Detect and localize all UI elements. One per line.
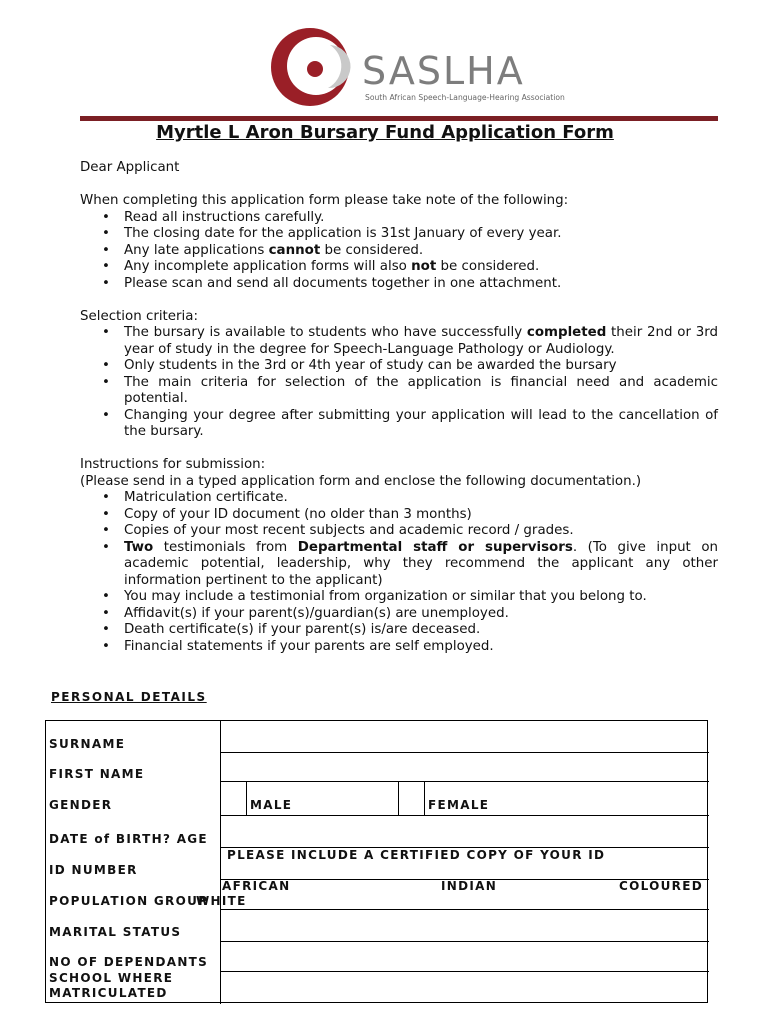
personal-details-heading: PERSONAL DETAILS — [51, 690, 207, 704]
school-label: SCHOOL WHERE MATRICULATED — [49, 971, 174, 1000]
submission-subheading: (Please send in a typed application form and enclose the following documentation.) — [80, 473, 642, 489]
emphasis-text: Two — [124, 539, 154, 555]
male-label: MALE — [250, 798, 293, 812]
gender-label: GENDER — [49, 798, 113, 812]
population-indian[interactable]: INDIAN — [441, 879, 498, 893]
logo-tagline: South African Speech-Language-Hearing Association — [365, 93, 565, 102]
emphasis-text: completed — [526, 325, 607, 340]
list-item: • The bursary is available to students who have successfully completed their 2nd or 3rd year of study in the degree for Speech-Language Pathology or Audiology. — [124, 325, 718, 358]
logo-wordmark: SASLHA — [362, 49, 525, 93]
marital-status-field[interactable] — [221, 910, 709, 941]
male-checkbox[interactable] — [221, 782, 246, 815]
population-white[interactable]: WHITE — [196, 894, 247, 908]
id-number-field[interactable] — [221, 861, 709, 879]
list-item: • Copies of your most recent subjects and academic record / grades. — [124, 523, 718, 540]
population-african[interactable]: AFRICAN — [222, 879, 291, 893]
population-coloured[interactable]: COLOURED — [619, 879, 703, 893]
population-group-label: POPULATION GROUP — [49, 894, 209, 908]
list-item: • Any late applications cannot be considered. — [124, 243, 718, 260]
emphasis-text: cannot — [268, 242, 321, 258]
notes-intro: When completing this application form please take note of the following: — [80, 193, 569, 208]
list-item: • Please scan and send all documents together in one attachment. — [124, 276, 718, 293]
marital-status-label: MARITAL STATUS — [49, 925, 182, 939]
list-item: • Death certificate(s) if your parent(s) is/are deceased. — [124, 622, 718, 639]
list-item: • Financial statements if your parents are self employed. — [124, 639, 718, 656]
female-checkbox[interactable] — [399, 782, 424, 815]
list-item: • Any incomplete application forms will also not be considered. — [124, 259, 718, 276]
header-rule — [80, 116, 718, 121]
personal-details-table — [45, 720, 708, 1003]
list-item: • Read all instructions carefully. — [124, 210, 718, 227]
list-item: • Affidavit(s) if your parent(s)/guardian(s) are unemployed. — [124, 606, 718, 623]
female-label: FEMALE — [428, 798, 490, 812]
surname-label: SURNAME — [49, 737, 126, 751]
submission-heading: Instructions for submission: — [80, 457, 266, 472]
list-item: • The closing date for the application is 31st January of every year. — [124, 226, 718, 243]
criteria-list — [80, 325, 718, 441]
surname-field[interactable] — [221, 721, 709, 752]
dependants-label: NO OF DEPENDANTS — [49, 955, 209, 969]
school-field[interactable] — [221, 972, 709, 1004]
list-item: • Two testimonials from Departmental staff or supervisors. (To give input on academic potential, leadership, why they recommend the applicant any other information pertinent to the applicant) — [124, 540, 718, 590]
saslha-logo — [270, 26, 565, 108]
submission-list — [80, 490, 718, 655]
id-note: PLEASE INCLUDE A CERTIFIED COPY OF YOUR ID — [227, 848, 606, 862]
first-name-field[interactable] — [221, 753, 709, 781]
list-item: • Copy of your ID document (no older than 3 months) — [124, 507, 718, 524]
list-item: • The main criteria for selection of the application is financial need and academic potential. — [124, 375, 718, 408]
notes-list — [80, 210, 718, 293]
emphasis-text: not — [411, 259, 437, 274]
list-item: • Only students in the 3rd or 4th year of study can be awarded the bursary — [124, 358, 718, 375]
dob-label: DATE of BIRTH? AGE — [49, 832, 208, 846]
saslha-emblem-icon — [270, 26, 565, 108]
list-item: • You may include a testimonial from organization or similar that you belong to. — [124, 589, 718, 606]
dob-field[interactable] — [221, 816, 709, 847]
first-name-label: FIRST NAME — [49, 767, 145, 781]
greeting: Dear Applicant — [80, 160, 180, 175]
emphasis-text: Departmental staff or supervisors — [297, 539, 573, 555]
list-item: • Matriculation certificate. — [124, 490, 718, 507]
page-title: Myrtle L Aron Bursary Fund Application Form — [156, 122, 614, 143]
id-number-label: ID NUMBER — [49, 863, 138, 877]
instructions-body — [80, 160, 718, 655]
criteria-heading: Selection criteria: — [80, 308, 198, 324]
list-item: • Changing your degree after submitting your application will lead to the cancellation of the bursary. — [124, 408, 718, 441]
dependants-field[interactable] — [221, 942, 709, 971]
